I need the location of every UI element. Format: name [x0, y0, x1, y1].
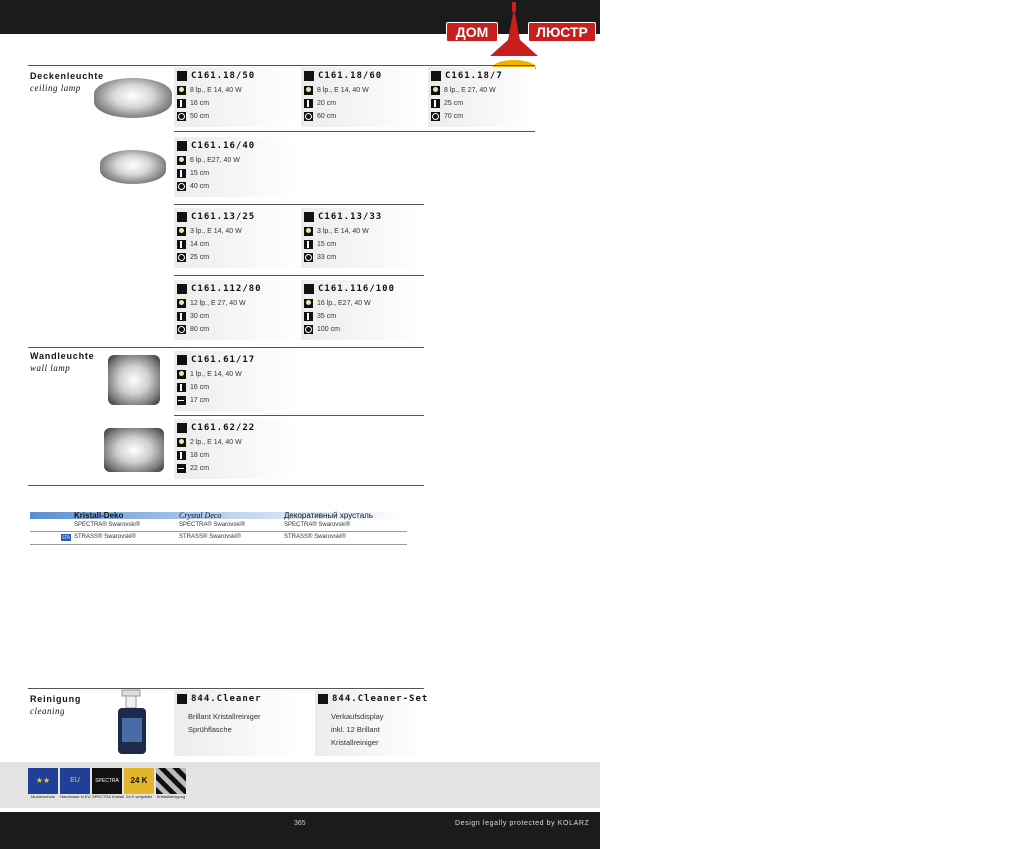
gold-24k-icon: 24 K [124, 768, 154, 794]
product-height: 20 cm [317, 100, 337, 107]
spray-bottle-icon [112, 688, 156, 758]
height-icon [304, 99, 313, 108]
product-diameter: 33 cm [317, 254, 337, 261]
product-spec: 1 lp., E 14, 40 W [190, 371, 242, 378]
height-icon [304, 240, 313, 249]
product-diameter: 70 cm [444, 113, 464, 120]
height-icon [304, 312, 313, 321]
diameter-icon [177, 182, 186, 191]
product-code: 844.Cleaner [191, 694, 262, 704]
diameter-icon [177, 253, 186, 262]
badge-band [0, 762, 600, 808]
diameter-icon [304, 325, 313, 334]
badge-cleaning: Kristallreinigung [156, 768, 186, 802]
wall-top-rule [28, 347, 424, 348]
crystal-pattern-icon [156, 768, 186, 794]
product-card[interactable] [428, 67, 535, 127]
product-diameter: 80 cm [190, 326, 210, 333]
badge-handmade: EU Handmade in EU [60, 768, 90, 802]
lamp-image-wall-large [104, 428, 164, 472]
bulb-icon [304, 86, 313, 95]
cleaning-subtitle: cleaning [30, 706, 65, 716]
product-diameter: 25 cm [190, 254, 210, 261]
product-card[interactable] [301, 67, 425, 127]
product-height: 15 cm [317, 241, 337, 248]
strass-badge-icon: STR [62, 535, 70, 540]
diameter-icon [177, 325, 186, 334]
height-icon [177, 383, 186, 392]
logo-word-lustr: ЛЮСТР [528, 22, 596, 42]
product-width: 22 cm [190, 465, 210, 472]
product-code: C161.18/60 [318, 71, 383, 81]
height-icon [177, 312, 186, 321]
width-icon [177, 464, 186, 473]
lamp-image-wall-small [108, 355, 160, 405]
eu-flag-icon: EU [60, 768, 90, 794]
row-rule [174, 131, 535, 132]
bulb-icon [177, 370, 186, 379]
product-diameter: 100 cm [317, 326, 340, 333]
product-code: C161.116/100 [318, 284, 396, 294]
cleaner-desc-line: inkl. 12 Brillant [331, 725, 380, 734]
bulb-icon [177, 156, 186, 165]
product-marker [304, 284, 314, 294]
product-marker [318, 694, 328, 704]
product-marker [177, 71, 187, 81]
product-spec: 8 lp., E 27, 40 W [444, 87, 496, 94]
legend-rule [30, 531, 407, 532]
bulb-icon [177, 438, 186, 447]
product-spec: 16 lp., E27, 40 W [317, 300, 371, 307]
product-card[interactable] [174, 137, 298, 197]
product-marker [304, 71, 314, 81]
height-icon [177, 99, 186, 108]
product-marker [177, 141, 187, 151]
diameter-icon [177, 112, 186, 121]
lamp-image-ceiling-large [94, 78, 172, 118]
diameter-icon [431, 112, 440, 121]
bulb-icon [304, 299, 313, 308]
product-code: C161.13/33 [318, 212, 383, 222]
legend-strass-de: STRASS® Swarovski® [74, 534, 136, 540]
product-code: C161.18/50 [191, 71, 256, 81]
product-marker [177, 423, 187, 433]
product-marker [177, 355, 187, 365]
page-number: 365 [294, 820, 306, 827]
product-card[interactable] [174, 67, 298, 127]
product-height: 16 cm [190, 100, 210, 107]
product-height: 30 cm [190, 313, 210, 320]
height-icon [177, 451, 186, 460]
product-card[interactable] [174, 208, 298, 268]
cleaner-card[interactable] [315, 690, 429, 756]
ceiling-top-rule [28, 65, 535, 66]
diameter-icon [304, 253, 313, 262]
product-spec: 2 lp., E 14, 40 W [190, 439, 242, 446]
product-code: 844.Cleaner-Set [332, 694, 429, 704]
product-spec: 8 lp., E 14, 40 W [190, 87, 242, 94]
row-rule [174, 204, 424, 205]
cleaner-desc-line: Sprühflasche [188, 725, 232, 734]
logo-word-dom: ДОМ [446, 22, 498, 42]
product-marker [431, 71, 441, 81]
product-marker [177, 212, 187, 222]
badge-gold: 24 K 24 K vergoldet [124, 768, 154, 802]
bulb-icon [177, 227, 186, 236]
bulb-icon [431, 86, 440, 95]
ceiling-subtitle: ceiling lamp [30, 83, 81, 93]
bulb-icon [177, 299, 186, 308]
cleaner-desc-line: Verkaufsdisplay [331, 712, 384, 721]
eu-stars-icon: ★★ [28, 768, 58, 794]
product-diameter: 50 cm [190, 113, 210, 120]
bulb-icon [304, 227, 313, 236]
product-height: 25 cm [444, 100, 464, 107]
product-code: C161.62/22 [191, 423, 256, 433]
product-width: 17 cm [190, 397, 210, 404]
row-rule [174, 275, 424, 276]
product-diameter: 40 cm [190, 183, 210, 190]
cleaner-desc-line: Kristallreiniger [331, 738, 379, 747]
legend-header-de: Kristall-Deko [74, 511, 124, 520]
product-height: 15 cm [190, 170, 210, 177]
product-code: C161.16/40 [191, 141, 256, 151]
product-marker [304, 212, 314, 222]
width-icon [177, 396, 186, 405]
spectra-icon: SPECTRA [92, 768, 122, 794]
product-spec: 3 lp., E 14, 40 W [317, 228, 369, 235]
row-rule [174, 415, 424, 416]
ceiling-title: Deckenleuchte [30, 71, 104, 81]
product-card[interactable] [174, 419, 298, 479]
bulb-icon [177, 86, 186, 95]
product-height: 18 cm [190, 452, 210, 459]
wall-bottom-rule [28, 485, 424, 486]
product-height: 14 cm [190, 241, 210, 248]
legend-spectra-en: SPECTRA® Swarovski® [179, 522, 246, 528]
height-icon [177, 169, 186, 178]
design-notice: Design legally protected by KOLARZ [455, 820, 590, 827]
bottom-bar [0, 812, 600, 849]
product-marker [177, 284, 187, 294]
product-spec: 3 lp., E 14, 40 W [190, 228, 242, 235]
badge-musterschutz: ★★ Musterschutz [28, 768, 58, 802]
product-code: C161.18/7 [445, 71, 503, 81]
product-code: C161.112/80 [191, 284, 262, 294]
legend-strass-en: STRASS® Swarovski® [179, 534, 241, 540]
cleaning-top-rule [28, 688, 424, 689]
lamp-image-ceiling-small [100, 150, 166, 184]
height-icon [431, 99, 440, 108]
product-card[interactable] [174, 280, 298, 340]
legend-header-en: Crystal Deco [179, 511, 222, 520]
wall-subtitle: wall lamp [30, 363, 71, 373]
product-code: C161.13/25 [191, 212, 256, 222]
product-height: 16 cm [190, 384, 210, 391]
height-icon [177, 240, 186, 249]
cleaner-desc-line: Brillant Kristallreiniger [188, 712, 261, 721]
badge-spectra: SPECTRA SPECTRA Kristall [92, 768, 122, 802]
product-code: C161.61/17 [191, 355, 256, 365]
product-card[interactable] [301, 280, 425, 340]
product-spec: 8 lp., E 14, 40 W [317, 87, 369, 94]
product-card[interactable] [301, 208, 425, 268]
product-diameter: 60 cm [317, 113, 337, 120]
legend-strass-ru: STRASS® Swarovski® [284, 534, 346, 540]
product-height: 35 cm [317, 313, 337, 320]
product-spec: 12 lp., E 27, 40 W [190, 300, 246, 307]
legend-spectra-de: SPECTRA® Swarovski® [74, 522, 141, 528]
product-spec: 6 lp., E27, 40 W [190, 157, 240, 164]
legend-spectra-ru: SPECTRA® Swarovski® [284, 522, 351, 528]
product-card[interactable] [174, 351, 298, 411]
product-marker [177, 694, 187, 704]
cleaner-card[interactable] [174, 690, 298, 756]
logo-site: DOMLUSTR.RU [944, 6, 1021, 17]
wall-title: Wandleuchte [30, 351, 95, 361]
cleaning-title: Reinigung [30, 694, 82, 704]
legend-bottom-rule [30, 544, 407, 545]
diameter-icon [304, 112, 313, 121]
legend-header-ru: Декоративный хрусталь [284, 511, 373, 520]
